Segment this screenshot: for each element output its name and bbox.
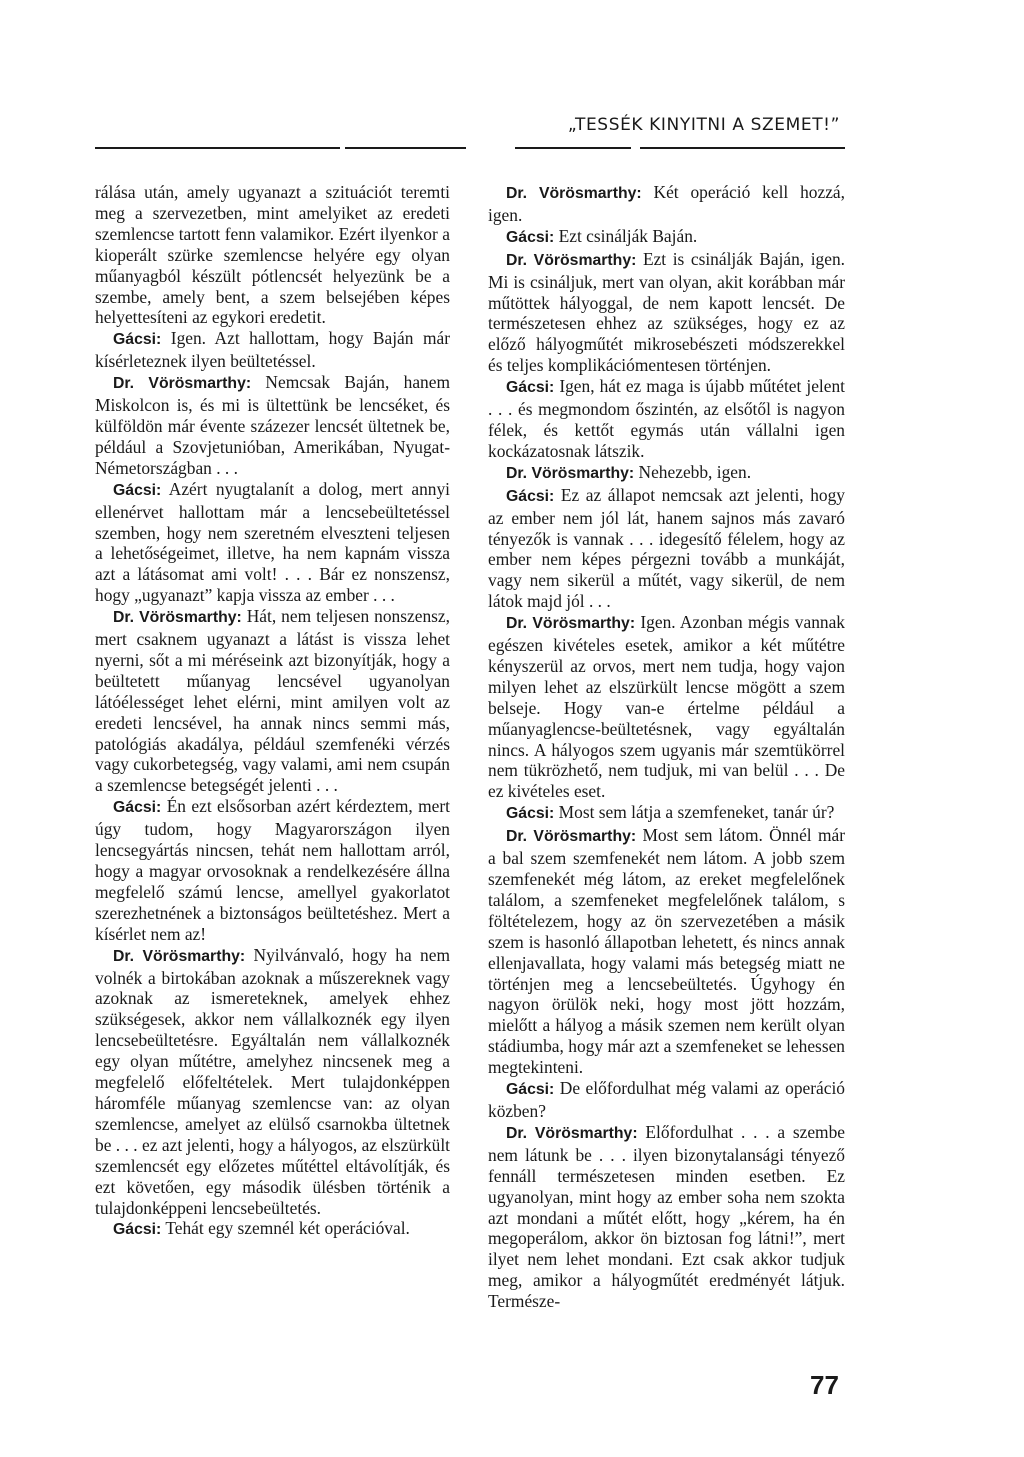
dialogue-paragraph xyxy=(95,182,450,328)
left-column xyxy=(95,182,450,1241)
right-column xyxy=(488,182,845,1312)
speaker-label: Gácsi: xyxy=(113,331,162,349)
speaker-label: Dr. Vörösmarthy: xyxy=(506,828,637,846)
paragraph-text: Most sem látja a szemfeneket, tanár úr? xyxy=(558,802,835,823)
dialogue-paragraph xyxy=(488,802,845,825)
speaker-label: Gácsi: xyxy=(506,228,555,246)
paragraph-text: Hát, nem teljesen nonszensz, mert csaknem ugyanazt a látást is vissza lehet nyerni, sőt a mi méréseink azt bizonyítják, hogy a beültetett műanyag lencsével ugyanolyan látóélességet lehet elérni, mint amilyen volt az eredeti lencsével, ha annak nincs semmi más, patológiás akadálya, például szemfenéki vérzés vagy cukorbetegség, vagy valami, ami nem csupán a szemlencse betegségét jelenti . . . xyxy=(95,606,450,796)
speaker-label: Dr. Vörösmarthy: xyxy=(113,609,242,627)
dialogue-paragraph xyxy=(488,825,845,1078)
paragraph-text: De előfordulhat még valami az operáció közben? xyxy=(488,1078,845,1121)
paragraph-text: Most sem látom. Önnél már a bal szem szemfenekét nem látom. A jobb szem szemfenekét még látom, az ereket megfelelőnek találom, a szemfeneket megfelelőnek találom, s föltételezem, hogy az ön szervezetében a másik szem is hasonló állapotban lehetett, és nincs annak ellenjavallata, hogy valami más betegség miatt ne történjen meg a lencsebeültetés. Úgyhogy én nagyon örülök neki, hogy most jött hozzám, mielőtt a hályog a másik szemen nem került olyan stádiumba, hogy már azt a szemfeneket se lehessen megtekinteni. xyxy=(488,825,845,1078)
speaker-label: Gácsi: xyxy=(506,379,555,397)
dialogue-paragraph xyxy=(95,606,450,796)
dialogue-paragraph xyxy=(488,485,845,612)
speaker-label: Dr. Vörösmarthy: xyxy=(113,375,252,393)
paragraph-text: Tehát egy szemnél két operációval. xyxy=(165,1218,410,1239)
speaker-label: Gácsi: xyxy=(113,1221,162,1239)
dialogue-paragraph xyxy=(95,372,450,479)
paragraph-text: Nyilvánvaló, hogy ha nem volnék a birtokában azoknak a műszereknek vagy azoknak az ismereteknek, amelyek ehhez szükségesek, akkor nem vállalkoznék egy ilyen lencsebeültetésre. Egyáltalán nem vállalkoznék egy olyan műtétre, amelyhez nincsenek meg a megfelelő előfeltételek. Mert tulajdonképpen háromféle műanyag szemlencse van: az olyan szemlencse, amelyet az elülső csarnokba ültetnek be . . . ez azt jelenti, hogy a hályogos, az elszürkült szemlencsét egy előzetes műtéttel eltávolítják, és ezt követően, egy második ülésben történik a tulajdonképpeni lencsebeültetés. xyxy=(95,944,450,1218)
speaker-label: Dr. Vörösmarthy: xyxy=(506,1124,638,1142)
paragraph-text: Igen. Azonban mégis vannak egészen kivételes esetek, amikor a két műtétre kényszerül az orvos, mert nem tudja, hogy vajon milyen lehet az elszürkült lencse mögött a szem belseje. Hogy van-e értelme például a műanyaglencse-beültetésnek, vagy egyáltalán nincs. A hályogos szem ugyanis már szemtükörrel nem tükrözhető, nem tudjuk, mi van belül . . . De ez kivételes eset. xyxy=(488,612,845,802)
paragraph-text: Nehezebb, igen. xyxy=(638,461,752,482)
dialogue-paragraph xyxy=(488,1122,845,1312)
dialogue-paragraph xyxy=(488,182,845,226)
paragraph-text: Igen. Azt hallottam, hogy Baján már kísérleteznek ilyen beültetéssel. xyxy=(95,328,450,372)
paragraph-text: Előfordulhat . . . a szembe nem látunk be . . . ilyen bizonytalansági tényező fennáll természetesen minden esetben. Ez ugyanolyan, mint hogy az ember soha nem szokta azt mondani a műtét előtt, hogy „kérem, ha én megoperálom, akkor ön biztosan fog látni!”, mert ilyet nem lehet mondani. Ezt csak akkor tudjuk meg, amikor a hályogműtét eredményét látjuk. Természe- xyxy=(488,1121,845,1312)
header-rule-right-b xyxy=(640,147,845,149)
paragraph-text: rálása után, amely ugyanazt a szituációt teremti meg a szervezetben, mint amelyiket az eredeti szemlencse tartott fenn valamikor. Ezért ilyenkor a kioperált szürke szemlencse helyére egy olyan műanyagból készült pótlencsét helyezünk be a szembe, amely bent, a szem belsejében képes helyettesíteni az egykori eredetit. xyxy=(95,182,450,328)
speaker-label: Gácsi: xyxy=(113,481,162,499)
speaker-label: Gácsi: xyxy=(506,487,555,505)
page-number: 77 xyxy=(810,1370,839,1400)
dialogue-paragraph xyxy=(95,1218,450,1241)
paragraph-text: Azért nyugtalanít a dolog, mert annyi ellenérvet hallottam már a lencsebeültetéssel szemben, hogy nem szeretném elveszteni teljesen a lehetőségeimet, illetve, ha nem kapnám vissza azt a látásomat ami volt! . . . Bár ez nonszensz, hogy „ugyanazt” kapja vissza az ember . . . xyxy=(95,478,450,606)
paragraph-text: Ezt is csinálják Baján, igen. Mi is csináljuk, mert van olyan, akit korábban már műtöttek hályoggal, de nem kapott lencsét. De természetesen ehhez az szükséges, hogy ez az előző hályogműtét mikrosebészeti módszerekkel és teljes komplikációmentesen történjen. xyxy=(488,248,845,376)
speaker-label: Gácsi: xyxy=(506,805,555,823)
dialogue-paragraph xyxy=(488,462,845,485)
paragraph-text: Ezt csinálják Baján. xyxy=(558,225,698,246)
dialogue-paragraph xyxy=(95,796,450,944)
header-rule-mid xyxy=(345,147,466,149)
dialogue-paragraph xyxy=(488,1078,845,1122)
dialogue-paragraph xyxy=(95,479,450,606)
dialogue-paragraph xyxy=(95,945,450,1219)
speaker-label: Dr. Vörösmarthy: xyxy=(113,947,246,965)
header-rule-left xyxy=(95,147,340,149)
dialogue-paragraph xyxy=(488,249,845,376)
running-header: „TESSÉK KINYITNI A SZEMET!” xyxy=(567,115,840,135)
paragraph-text: Igen, hát ez maga is újabb műtétet jelent . . . és megmondom őszintén, az elsőtől is nagyon félek, és kettőt egymás után vállalni igen kockázatosnak látszik. xyxy=(488,376,845,461)
paragraph-text: Két operáció kell hozzá, igen. xyxy=(488,182,845,225)
paragraph-text: Ez az állapot nemcsak azt jelenti, hogy az ember nem jól lát, hanem sajnos más zavaró tényezők is vannak . . . idegesítő félelem, hogy az ember nem képes pérgezni tovább a munkáját, vagy nem sikerül a műtét, vagy sikerül, de nem látok majd jól . . . xyxy=(488,484,845,612)
speaker-label: Dr. Vörösmarthy: xyxy=(506,615,636,633)
speaker-label: Dr. Vörösmarthy: xyxy=(506,464,635,482)
dialogue-paragraph xyxy=(95,328,450,372)
speaker-label: Gácsi: xyxy=(113,799,162,817)
speaker-label: Dr. Vörösmarthy: xyxy=(506,251,637,269)
paragraph-text: Nemcsak Baján, hanem Miskolcon is, és mi is ültettünk be lencséket, és külföldön már évente százezer lencsét ültetnek be, például a Szovjetunióban, Amerikában, Nyugat-Németországban . . . xyxy=(95,372,450,478)
speaker-label: Dr. Vörösmarthy: xyxy=(506,185,642,202)
dialogue-paragraph xyxy=(488,612,845,802)
dialogue-paragraph xyxy=(488,376,845,462)
paragraph-text: Én ezt elsősorban azért kérdeztem, mert úgy tudom, hogy Magyarországon ilyen lencsegyártás nincsen, tehát nem hallottam arról, hogy a magyar orvosoknak a rendelkezésére állna megfelelő számú lencse, amellyel gyakorlatot szerezhetnének a biztonságos beültetéshez. Mert a kísérlet nem az! xyxy=(95,796,450,944)
dialogue-paragraph xyxy=(488,226,845,249)
speaker-label: Gácsi: xyxy=(506,1081,555,1099)
header-rule-right-a xyxy=(515,147,631,149)
